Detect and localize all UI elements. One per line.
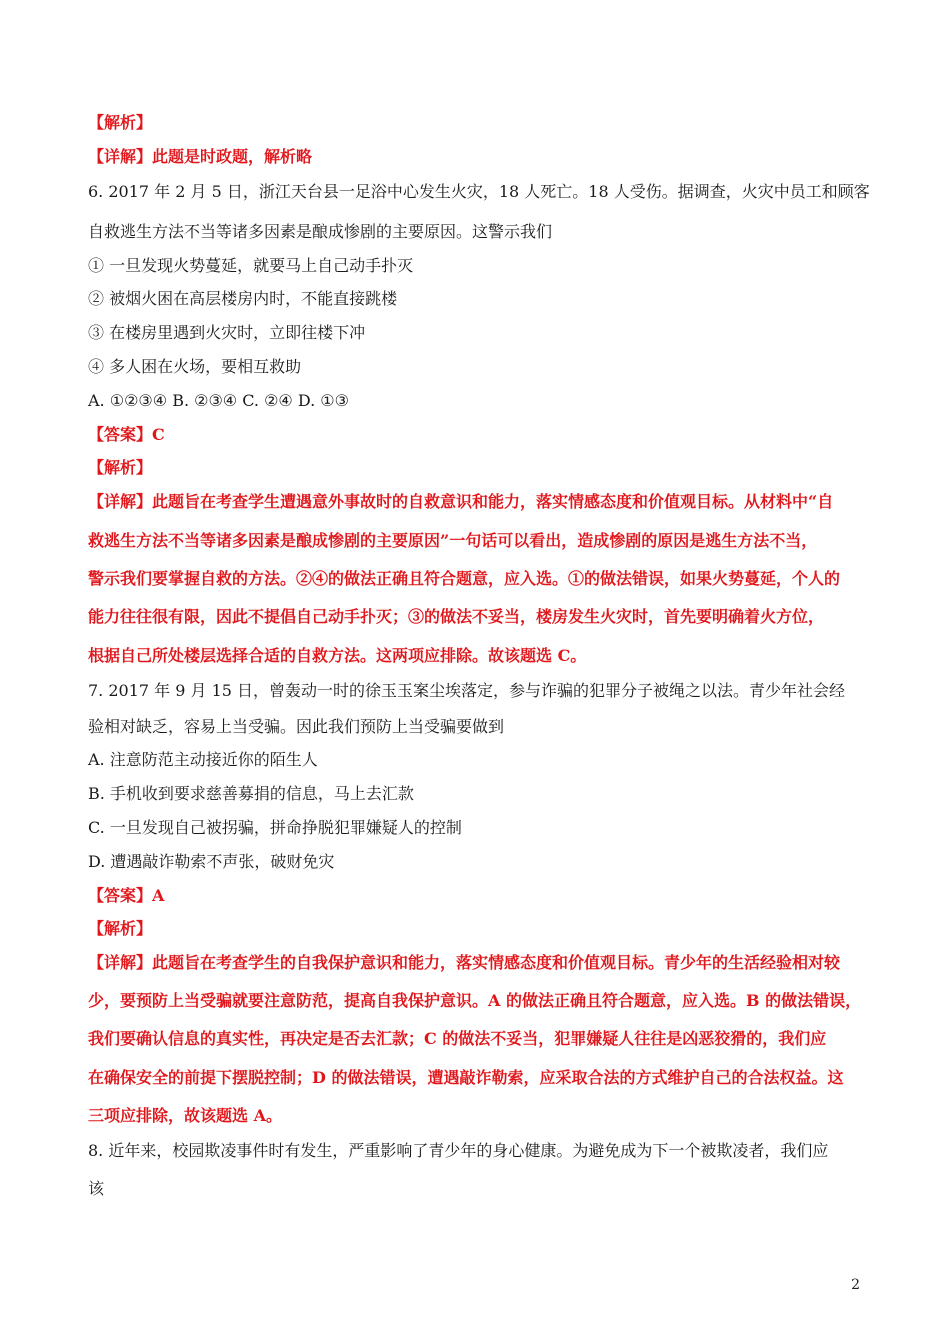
detail-explanation: 根据自己所处楼层选择合适的自救方法。这两项应排除。故该题选 C。 — [88, 646, 587, 665]
detail-explanation: 能力往往很有限，因此不提倡自己动手扑灭；③的做法不妥当，楼房发生火灾时，首先要明确着火方位， — [88, 607, 825, 626]
detail-explanation: 【详解】此题旨在考查学生遭遇意外事故时的自救意识和能力，落实情感态度和价值观目标。从材料中“自 — [88, 492, 834, 511]
answer-heading: 【答案】A — [88, 886, 165, 905]
question-8-stem: 8. 近年来，校园欺凌事件时有发生，严重影响了青少年的身心健康。为避免成为下一个被欺凌者，我们应 — [88, 1141, 829, 1160]
question-6-options: A. ①②③④ B. ②③④ C. ②④ D. ①③ — [88, 391, 349, 410]
detail-explanation: 在确保安全的前提下摆脱控制；D 的做法错误，遭遇敲诈勒索，应采取合法的方式维护自己的合法权益。这 — [88, 1068, 844, 1087]
detail-explanation: 警示我们要掌握自救的方法。②④的做法正确且符合题意，应入选。①的做法错误，如果火势蔓延，个人的 — [88, 569, 841, 588]
option-d: D. 遭遇敲诈勒索不声张，破财免灾 — [88, 852, 335, 871]
detail-explanation: 【详解】此题是时政题，解析略 — [88, 147, 313, 166]
statement-3: ③ 在楼房里遇到火灾时，立即往楼下冲 — [88, 323, 366, 342]
page-number: 2 — [851, 1277, 860, 1293]
option-c: C. 一旦发现自己被拐骗，拼命挣脱犯罪嫌疑人的控制 — [88, 818, 462, 837]
statement-2: ② 被烟火困在高层楼房内时，不能直接跳楼 — [88, 289, 398, 308]
question-7-stem: 7. 2017 年 9 月 15 日，曾轰动一时的徐玉玉案尘埃落定，参与诈骗的犯罪分子被绳之以法。青少年社会经 — [88, 681, 846, 700]
detail-explanation: 少，要预防上当受骗就要注意防范，提高自我保护意识。A 的做法正确且符合题意，应入选。B 的做法错误， — [88, 991, 862, 1010]
question-6-stem: 自救逃生方法不当等诸多因素是酿成惨剧的主要原因。这警示我们 — [88, 222, 553, 241]
analysis-heading: 【解析】 — [88, 113, 153, 132]
question-8-stem: 该 — [88, 1179, 105, 1198]
question-7-stem: 验相对缺乏，容易上当受骗。因此我们预防上当受骗要做到 — [88, 717, 505, 736]
option-a: A. 注意防范主动接近你的陌生人 — [88, 750, 318, 769]
option-b: B. 手机收到要求慈善募捐的信息，马上去汇款 — [88, 784, 414, 803]
statement-4: ④ 多人困在火场，要相互救助 — [88, 357, 302, 376]
detail-explanation: 三项应排除，故该题选 A。 — [88, 1106, 282, 1125]
analysis-heading: 【解析】 — [88, 458, 153, 477]
detail-explanation: 救逃生方法不当等诸多因素是酿成惨剧的主要原因”一句话可以看出，造成惨剧的原因是逃生方法不当， — [88, 531, 818, 550]
analysis-heading: 【解析】 — [88, 919, 153, 938]
statement-1: ① 一旦发现火势蔓延，就要马上自己动手扑灭 — [88, 256, 414, 275]
answer-heading: 【答案】C — [88, 425, 165, 444]
question-6-stem: 6. 2017 年 2 月 5 日，浙江天台县一足浴中心发生火灾，18 人死亡。18 人受伤。据调查，火灾中员工和顾客 — [88, 182, 870, 201]
detail-explanation: 我们要确认信息的真实性，再决定是否去汇款；C 的做法不妥当，犯罪嫌疑人往往是凶恶狡猾的，我们应 — [88, 1029, 827, 1048]
detail-explanation: 【详解】此题旨在考查学生的自我保护意识和能力，落实情感态度和价值观目标。青少年的生活经验相对较 — [88, 953, 841, 972]
